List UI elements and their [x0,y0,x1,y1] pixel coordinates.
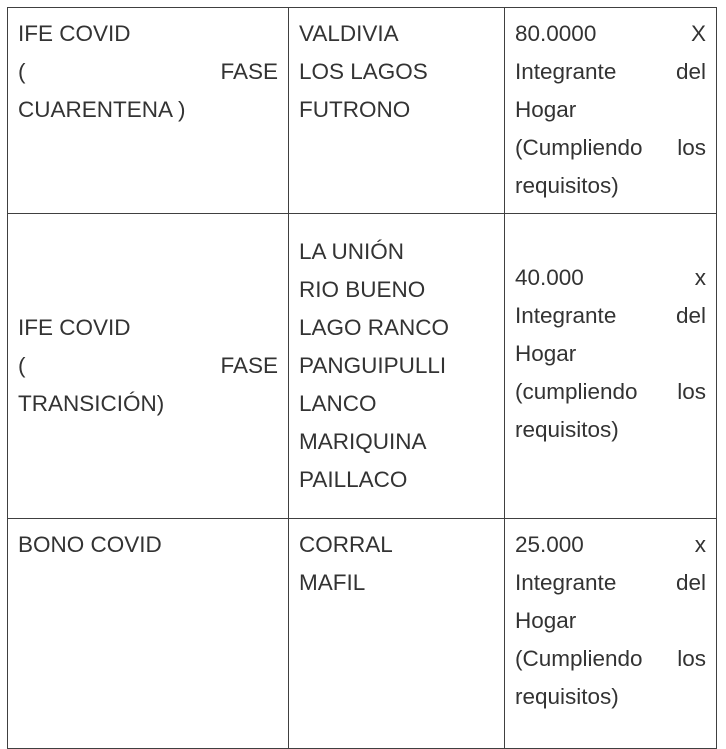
benefit-name: IFE COVID [18,314,131,340]
open-paren: ( [18,352,26,378]
amount-line: Hogar [515,97,577,122]
phase-word: FASE [220,59,278,84]
commune: MAFIL [299,570,366,595]
amount-multiplier: X [690,21,706,46]
amount-word: (Cumpliendo [515,135,643,160]
commune: FUTRONO [299,97,411,122]
commune: PANGUIPULLI [299,352,447,378]
table-row [8,8,717,214]
commune: VALDIVIA [299,21,399,46]
benefits-table [7,7,717,749]
commune: CORRAL [299,532,393,557]
amount-multiplier: x [694,265,706,290]
amount-cell [505,214,717,519]
amount-word: los [677,135,706,160]
commune: LANCO [299,390,377,416]
amount-line [515,564,706,602]
benefit-name: IFE COVID [18,21,131,46]
amount-word: del [675,303,706,328]
phase-word: FASE [220,352,278,378]
benefit-cell [8,519,289,749]
amount-value: 25.000 [515,532,584,557]
amount-line [515,297,706,335]
amount-word: (cumpliendo [515,379,638,404]
amount-line: requisitos) [515,684,619,709]
amount-word: del [675,570,706,595]
commune: RIO BUENO [299,276,426,302]
amount-line [515,53,706,91]
amount-line: requisitos) [515,417,619,442]
amount-word: los [677,646,706,671]
amount-line [515,640,706,678]
benefit-phase: CUARENTENA ) [18,97,186,122]
commune: LA UNIÓN [299,238,405,264]
amount-line: requisitos) [515,173,619,198]
amount-cell [505,8,717,214]
commune: PAILLACO [299,466,408,492]
open-paren: ( [18,59,26,84]
amount-line [515,259,706,297]
amount-value: 40.000 [515,265,584,290]
amount-cell [505,519,717,749]
amount-word: Integrante [515,570,617,595]
amount-multiplier: x [694,532,706,557]
amount-word: (Cumpliendo [515,646,643,671]
commune: LOS LAGOS [299,59,428,84]
table-row [8,214,717,519]
amount-line [515,15,706,53]
benefit-phase-line [18,53,278,91]
amount-line [515,373,706,411]
amount-line [515,526,706,564]
amount-line: Hogar [515,341,577,366]
communes-cell [289,214,505,519]
amount-word: los [677,379,706,404]
amount-word: Integrante [515,59,617,84]
commune: LAGO RANCO [299,314,450,340]
table-row [8,519,717,749]
amount-line [515,129,706,167]
communes-cell [289,519,505,749]
amount-word: Integrante [515,303,617,328]
amount-word: del [675,59,706,84]
benefit-cell [8,8,289,214]
benefit-phase: TRANSICIÓN) [18,390,165,416]
benefit-name: BONO COVID [18,532,162,557]
benefit-cell [8,214,289,519]
amount-value: 80.0000 [515,21,597,46]
communes-cell [289,8,505,214]
commune: MARIQUINA [299,428,427,454]
benefit-phase-line [18,347,278,385]
amount-line: Hogar [515,608,577,633]
